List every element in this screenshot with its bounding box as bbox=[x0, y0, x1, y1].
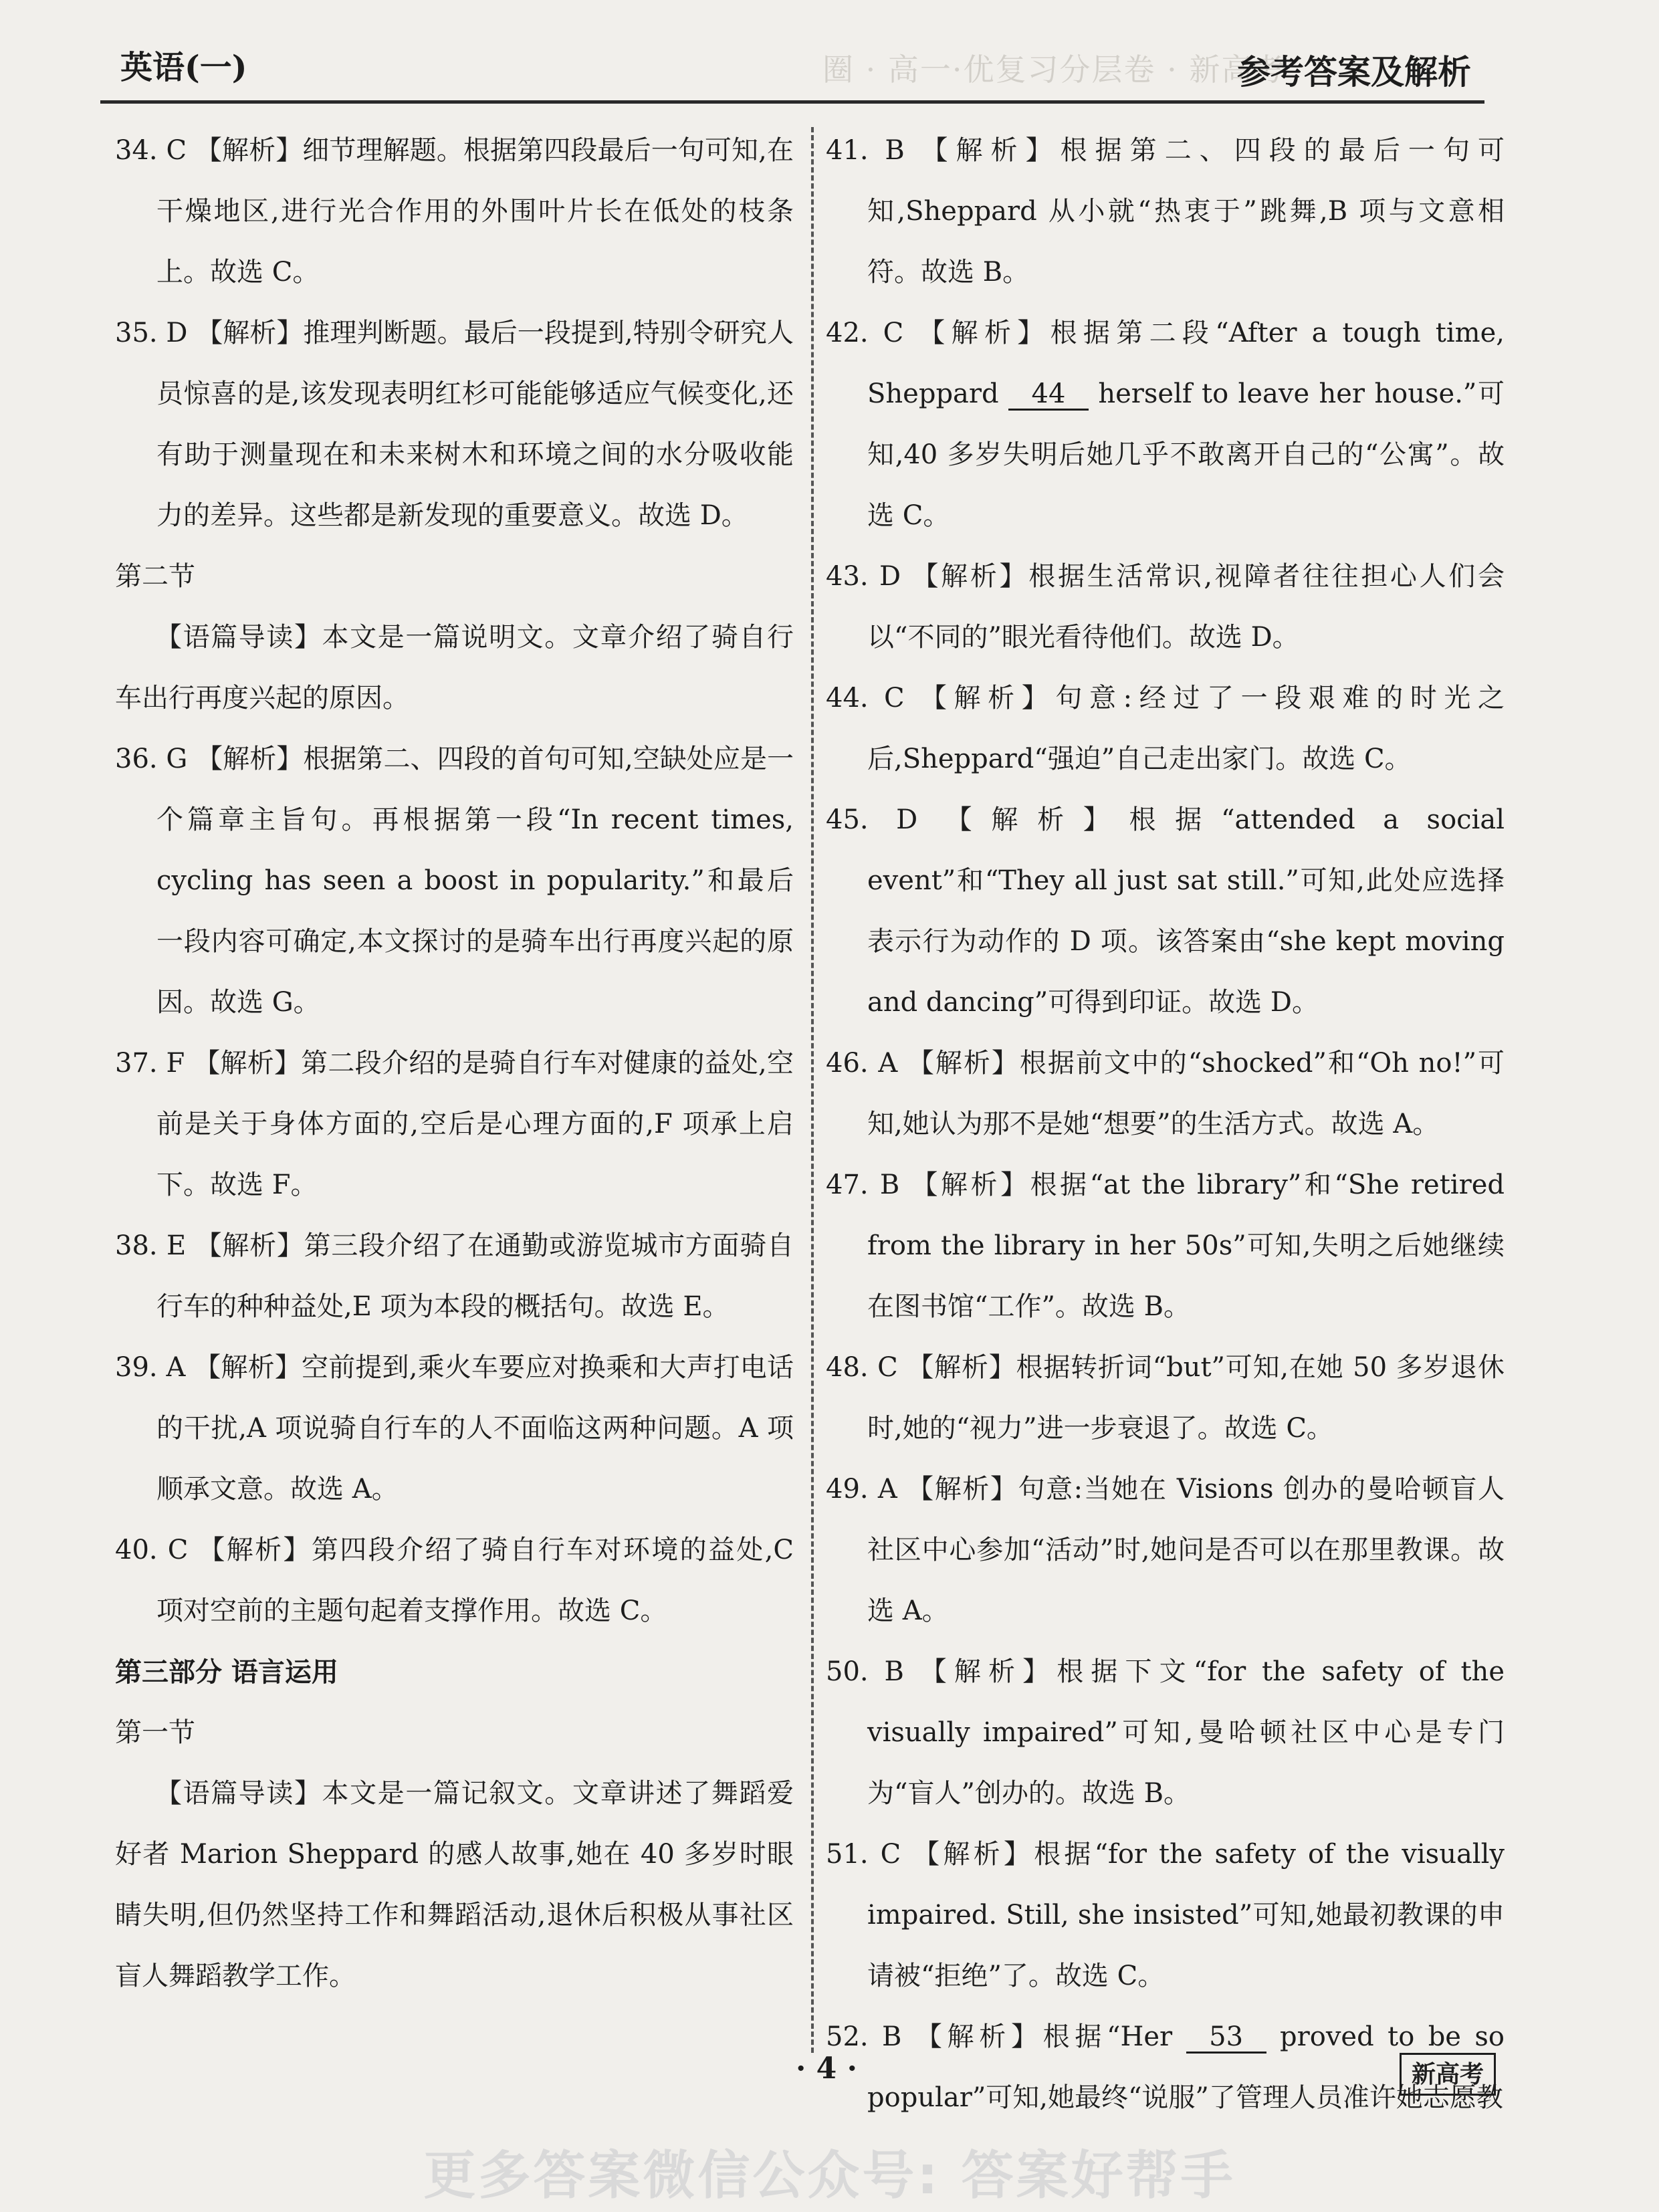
page-number: · 4 · bbox=[796, 2052, 857, 2086]
answer-41: 41. B 【解析】根据第二、四段的最后一句可知,Sheppard 从小就“热衷于”跳舞,B 项与文意相符。故选 B。 bbox=[826, 135, 1505, 288]
answer-48: 48. C 【解析】根据转折词“but”可知,在她 50 多岁退休时,她的“视力”进一步衰退了。故选 C。 bbox=[826, 1352, 1505, 1444]
answer-47: 47. B 【解析】根据“at the library”和“She retired from the library in her 50s”可知,失明之后她继续在图书馆“工作”。故选 B。 bbox=[826, 1170, 1505, 1322]
passage-guide-2: 【语篇导读】本文是一篇说明文。文章介绍了骑自行车出行再度兴起的原因。 bbox=[115, 622, 794, 713]
answer-46: 46. A 【解析】根据前文中的“shocked”和“Oh no!”可知,她认为那不是她“想要”的生活方式。故选 A。 bbox=[826, 1048, 1505, 1139]
answer-43: 43. D 【解析】根据生活常识,视障者往往担心人们会以“不同的”眼光看待他们。故选 D。 bbox=[826, 561, 1505, 653]
part-three-heading: 第三部分 语言运用 bbox=[115, 1656, 338, 1688]
section-title: 参考答案及解析 bbox=[1237, 52, 1471, 92]
left-column bbox=[115, 120, 794, 2007]
right-column bbox=[826, 120, 1505, 2128]
blank-44: 44 bbox=[1008, 379, 1089, 411]
answer-36: 36. G 【解析】根据第二、四段的首句可知,空缺处应是一个篇章主旨句。再根据第一段“In recent times, cycling has seen a boost in popularity.”和最后一段内容可确定,本文探讨的是骑车出行再度兴起的原因。故选 G。 bbox=[115, 744, 794, 1018]
answer-49: 49. A 【解析】句意:当她在 Visions 创办的曼哈顿盲人社区中心参加“活动”时,她问是否可以在那里教课。故选 A。 bbox=[826, 1474, 1505, 1626]
blank-53: 53 bbox=[1186, 2022, 1266, 2054]
answer-52: 52. B 【解析】根据“Her 53 proved to be so popular”可知,她最终“说服”了管理人员准许她志愿教 bbox=[826, 2021, 1505, 2113]
answer-40: 40. C 【解析】第四段介绍了骑自行车对环境的益处,C 项对空前的主题句起着支撑作用。故选 C。 bbox=[115, 1535, 794, 1626]
exam-badge: 新高考 bbox=[1400, 2053, 1496, 2096]
footer-watermark: 更多答案微信公众号: 答案好帮手 bbox=[423, 2146, 1236, 2206]
answer-44: 44. C 【解析】句意:经过了一段艰难的时光之后,Sheppard“强迫”自己走出家门。故选 C。 bbox=[826, 683, 1505, 774]
section-heading-2: 第二节 bbox=[115, 561, 195, 592]
answer-42: 42. C 【解析】根据第二段“After a tough time, Sheppard 44 herself to leave her house.”可知,40 多岁失明后她几乎不敢离开自己的“公寓”。故选 C。 bbox=[826, 318, 1505, 531]
answer-37: 37. F 【解析】第二段介绍的是骑自行车对健康的益处,空前是关于身体方面的,空后是心理方面的,F 项承上启下。故选 F。 bbox=[115, 1048, 794, 1200]
page-header bbox=[100, 33, 1484, 104]
section-heading-1: 第一节 bbox=[115, 1717, 195, 1748]
answer-35: 35. D 【解析】推理判断题。最后一段提到,特别令研究人员惊喜的是,该发现表明红杉可能能够适应气候变化,还有助于测量现在和未来树木和环境之间的水分吸收能力的差异。这些都是新发现的重要意义。故选 D。 bbox=[115, 318, 794, 531]
answer-50: 50. B 【解析】根据下文“for the safety of the visually impaired”可知,曼哈顿社区中心是专门为“盲人”创办的。故选 B。 bbox=[826, 1656, 1505, 1809]
answer-39: 39. A 【解析】空前提到,乘火车要应对换乘和大声打电话的干扰,A 项说骑自行车的人不面临这两种问题。A 项顺承文意。故选 A。 bbox=[115, 1352, 794, 1505]
column-divider bbox=[811, 127, 814, 2053]
subject-title: 英语(一) bbox=[120, 49, 247, 86]
answer-34: 34. C 【解析】细节理解题。根据第四段最后一句可知,在干燥地区,进行光合作用的外围叶片长在低处的枝条上。故选 C。 bbox=[115, 135, 794, 288]
answer-51: 51. C 【解析】根据“for the safety of the visually impaired. Still, she insisted”可知,她最初教课的申请被“拒绝”了。故选 C。 bbox=[826, 1839, 1505, 1991]
passage-guide-3: 【语篇导读】本文是一篇记叙文。文章讲述了舞蹈爱好者 Marion Sheppard 的感人故事,她在 40 多岁时眼睛失明,但仍然坚持工作和舞蹈活动,退休后积极从事社区盲人舞蹈教学工作。 bbox=[115, 1778, 794, 1991]
bleed-through-header: 圈 · 高一·优复习分层卷 · 新高考 bbox=[822, 51, 1286, 88]
answer-38: 38. E 【解析】第三段介绍了在通勤或游览城市方面骑自行车的种种益处,E 项为本段的概括句。故选 E。 bbox=[115, 1230, 794, 1322]
answer-45: 45. D 【解析】根据“attended a social event”和“They all just sat still.”可知,此处应选择表示行为动作的 D 项。该答案由“she kept moving and dancing”可得到印证。故选 D。 bbox=[826, 804, 1505, 1018]
